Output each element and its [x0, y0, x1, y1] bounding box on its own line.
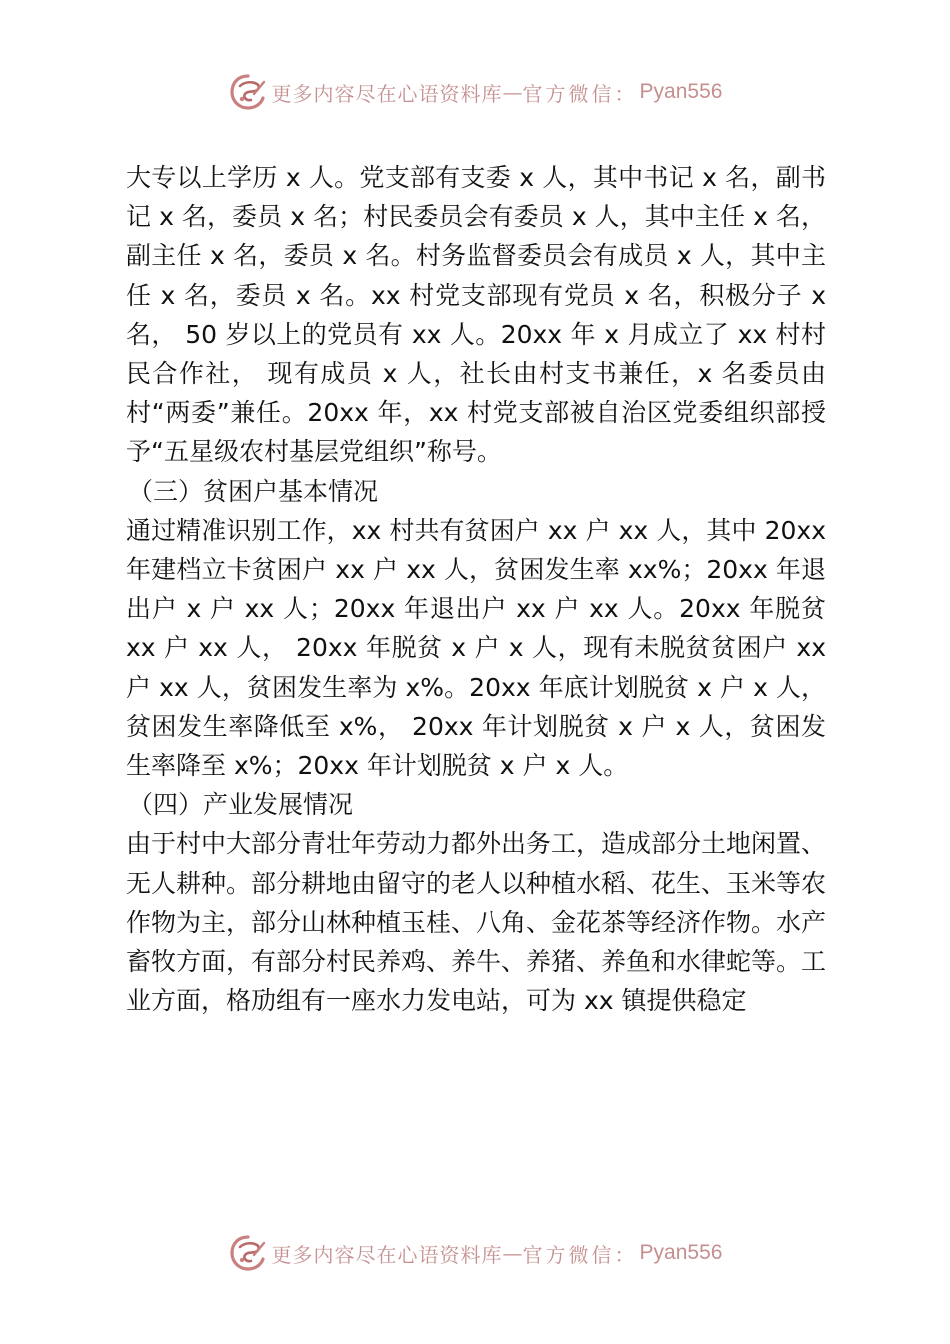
watermark-separator: —	[502, 80, 523, 104]
paragraph-poverty: 通过精准识别工作，xx 村共有贫困户 xx 户 xx 人，其中 20xx 年建档立卡贫困户 xx 户 xx 人，贫困发生率 xx%；20xx 年退出户 x 户 xx 人；20xx 年退出户 xx 户 xx 人。20xx 年脱贫 xx 户 xx 人， 20xx 年脱贫 x 户 x 人，现有未脱贫贫困户 xx 户 xx 人，贫困发生率为 x%。20xx 年底计划脱贫 x 户 x 人，贫困发生率降低至 x%， 20xx 年计划脱贫 x 户 x 人，贫困发生率降至 x%；20xx 年计划脱贫 x 户 x 人。	[126, 515, 826, 781]
header-watermark	[0, 70, 950, 114]
brush-stroke-logo-icon	[228, 72, 268, 112]
paragraph-party-branch: 大专以上学历 x 人。党支部有支委 x 人，其中书记 x 名，副书记 x 名，委员 x 名；村民委员会有委员 x 人，其中主任 x 名，副主任 x 名，委员 x 名。村务监督委员会有成员 x 人，其中主任 x 名，委员 x 名。xx 村党支部现有党员 x 名，积极分子 x 名， 50 岁以上的党员有 xx 人。20xx 年 x 月成立了 xx 村村民合作社， 现有成员 x 人，社长由村支书兼任，x 名委员由村“两委”兼任。20xx 年，xx 村党支部被自治区党委组织部授予“五星级农村基层党组织”称号。	[126, 163, 826, 467]
brush-stroke-logo-icon	[228, 1233, 268, 1273]
watermark-wechat-id: Pyan556	[639, 1241, 723, 1264]
watermark-brand-text: 更多内容尽在心语资料库	[271, 81, 503, 106]
watermark-wechat-label: 官方微信：	[522, 81, 638, 106]
watermark-brand-text: 更多内容尽在心语资料库	[271, 1242, 503, 1267]
document-body	[126, 158, 826, 1020]
watermark-wechat-id: Pyan556	[639, 80, 723, 103]
watermark-wechat-label: 官方微信：	[522, 1242, 638, 1267]
section-heading-poverty: （三）贫困户基本情况	[128, 476, 379, 506]
footer-watermark	[0, 1231, 950, 1275]
section-heading-industry: （四）产业发展情况	[128, 790, 354, 820]
paragraph-industry: 由于村中大部分青壮年劳动力都外出务工，造成部分土地闲置、 无人耕种。部分耕地由留守的老人以种植水稻、花生、玉米等农作物为主，部分山林种植玉桂、八角、金花茶等经济作物。水产畜牧方面，有部分村民养鸡、养牛、养猪、养鱼和水律蛇等。工业方面，格劢组有一座水力发电站，可为 xx 镇提供稳定	[126, 829, 827, 1016]
watermark-separator: —	[502, 1241, 523, 1265]
